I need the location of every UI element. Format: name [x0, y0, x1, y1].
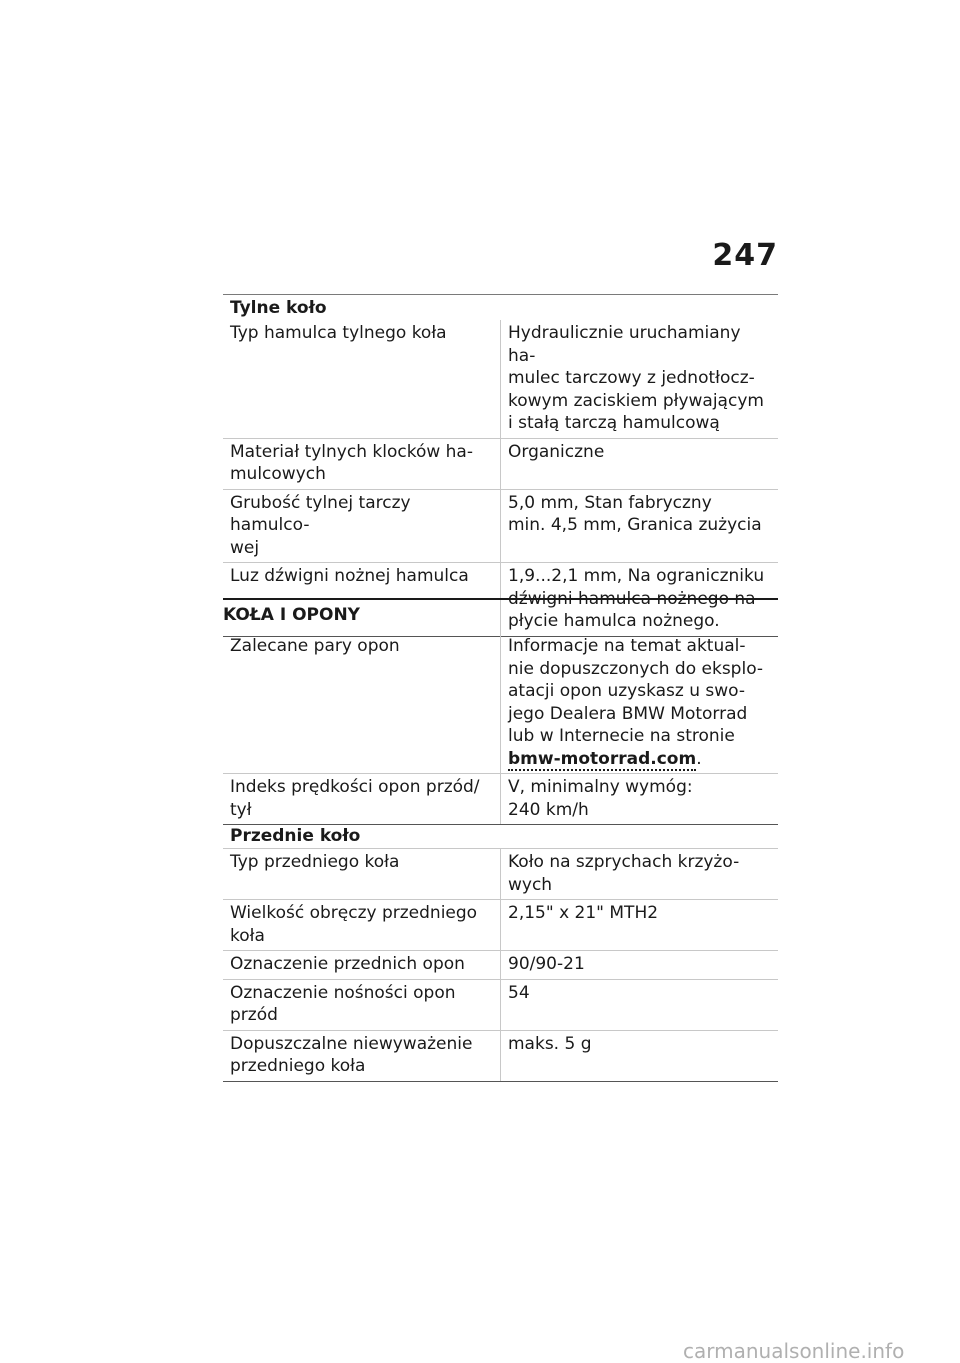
row-label: Indeks prędkości opon przód/ tył [223, 774, 501, 824]
row-value: Hydraulicznie uruchamiany ha- mulec tarczowy z jednotłocz- kowym zaciskiem pływającym i stałą tarczą hamulcową [508, 323, 764, 433]
table-row [223, 849, 778, 900]
table-row [223, 774, 778, 825]
section-title: Tylne koło [230, 298, 327, 318]
row-value: 1,9...2,1 mm, Na ograniczniku dźwigni hamulca nożnego na płycie hamulca nożnego. [508, 566, 765, 631]
front-wheel-table [223, 823, 778, 1082]
table-row [223, 951, 778, 980]
table-row [223, 633, 778, 774]
table-row [223, 980, 778, 1031]
tires-table [223, 633, 778, 825]
row-label: Grubość tylnej tarczy hamulco- wej [223, 490, 501, 563]
row-value: 54 [508, 982, 530, 1003]
row-value-text: Informacje na temat aktual- nie dopuszczonych do eksplo- atacji opon uzyskasz u swo- jego Dealera BMW Motorrad lub w Internecie na stronie [508, 636, 764, 746]
row-label: Materiał tylnych klocków ha- mulcowych [223, 439, 501, 489]
row-value: V, minimalny wymóg: 240 km/h [508, 777, 693, 820]
table-row [223, 1031, 778, 1082]
page-number: 247 [712, 238, 778, 273]
row-label: Luz dźwigni nożnej hamulca [223, 563, 501, 636]
row-value: 90/90-21 [508, 954, 585, 974]
row-value: maks. 5 g [508, 1033, 592, 1054]
bmw-motorrad-link[interactable]: bmw-motorrad.com [508, 748, 697, 769]
row-label: Dopuszczalne niewyważenie przedniego koła [223, 1031, 501, 1081]
row-label: Oznaczenie nośności opon przód [223, 980, 501, 1030]
table-row [223, 439, 778, 490]
table-row [223, 320, 778, 439]
rear-wheel-table [223, 294, 778, 637]
row-value: 5,0 mm, Stan fabryczny min. 4,5 mm, Granica zużycia [508, 492, 762, 535]
table-row [223, 490, 778, 564]
row-value: Koło na szprychach krzyżo- wych [508, 852, 740, 895]
link-suffix: . [696, 748, 702, 769]
section-title: Przednie koło [223, 823, 778, 849]
table-row [223, 900, 778, 951]
row-label: Wielkość obręczy przedniego koła [223, 900, 501, 950]
row-value: 2,15" x 21" MTH2 [508, 903, 659, 923]
row-label: Zalecane pary opon [223, 633, 501, 773]
row-value: Organiczne [508, 441, 605, 462]
chapter-title: KOŁA I OPONY [223, 598, 778, 625]
row-label: Oznaczenie przednich opon [223, 951, 501, 979]
footer-watermark: carmanualsonline.info [683, 1339, 905, 1363]
row-label: Typ hamulca tylnego koła [223, 320, 501, 438]
row-label: Typ przedniego koła [223, 849, 501, 899]
row-value [501, 633, 778, 773]
